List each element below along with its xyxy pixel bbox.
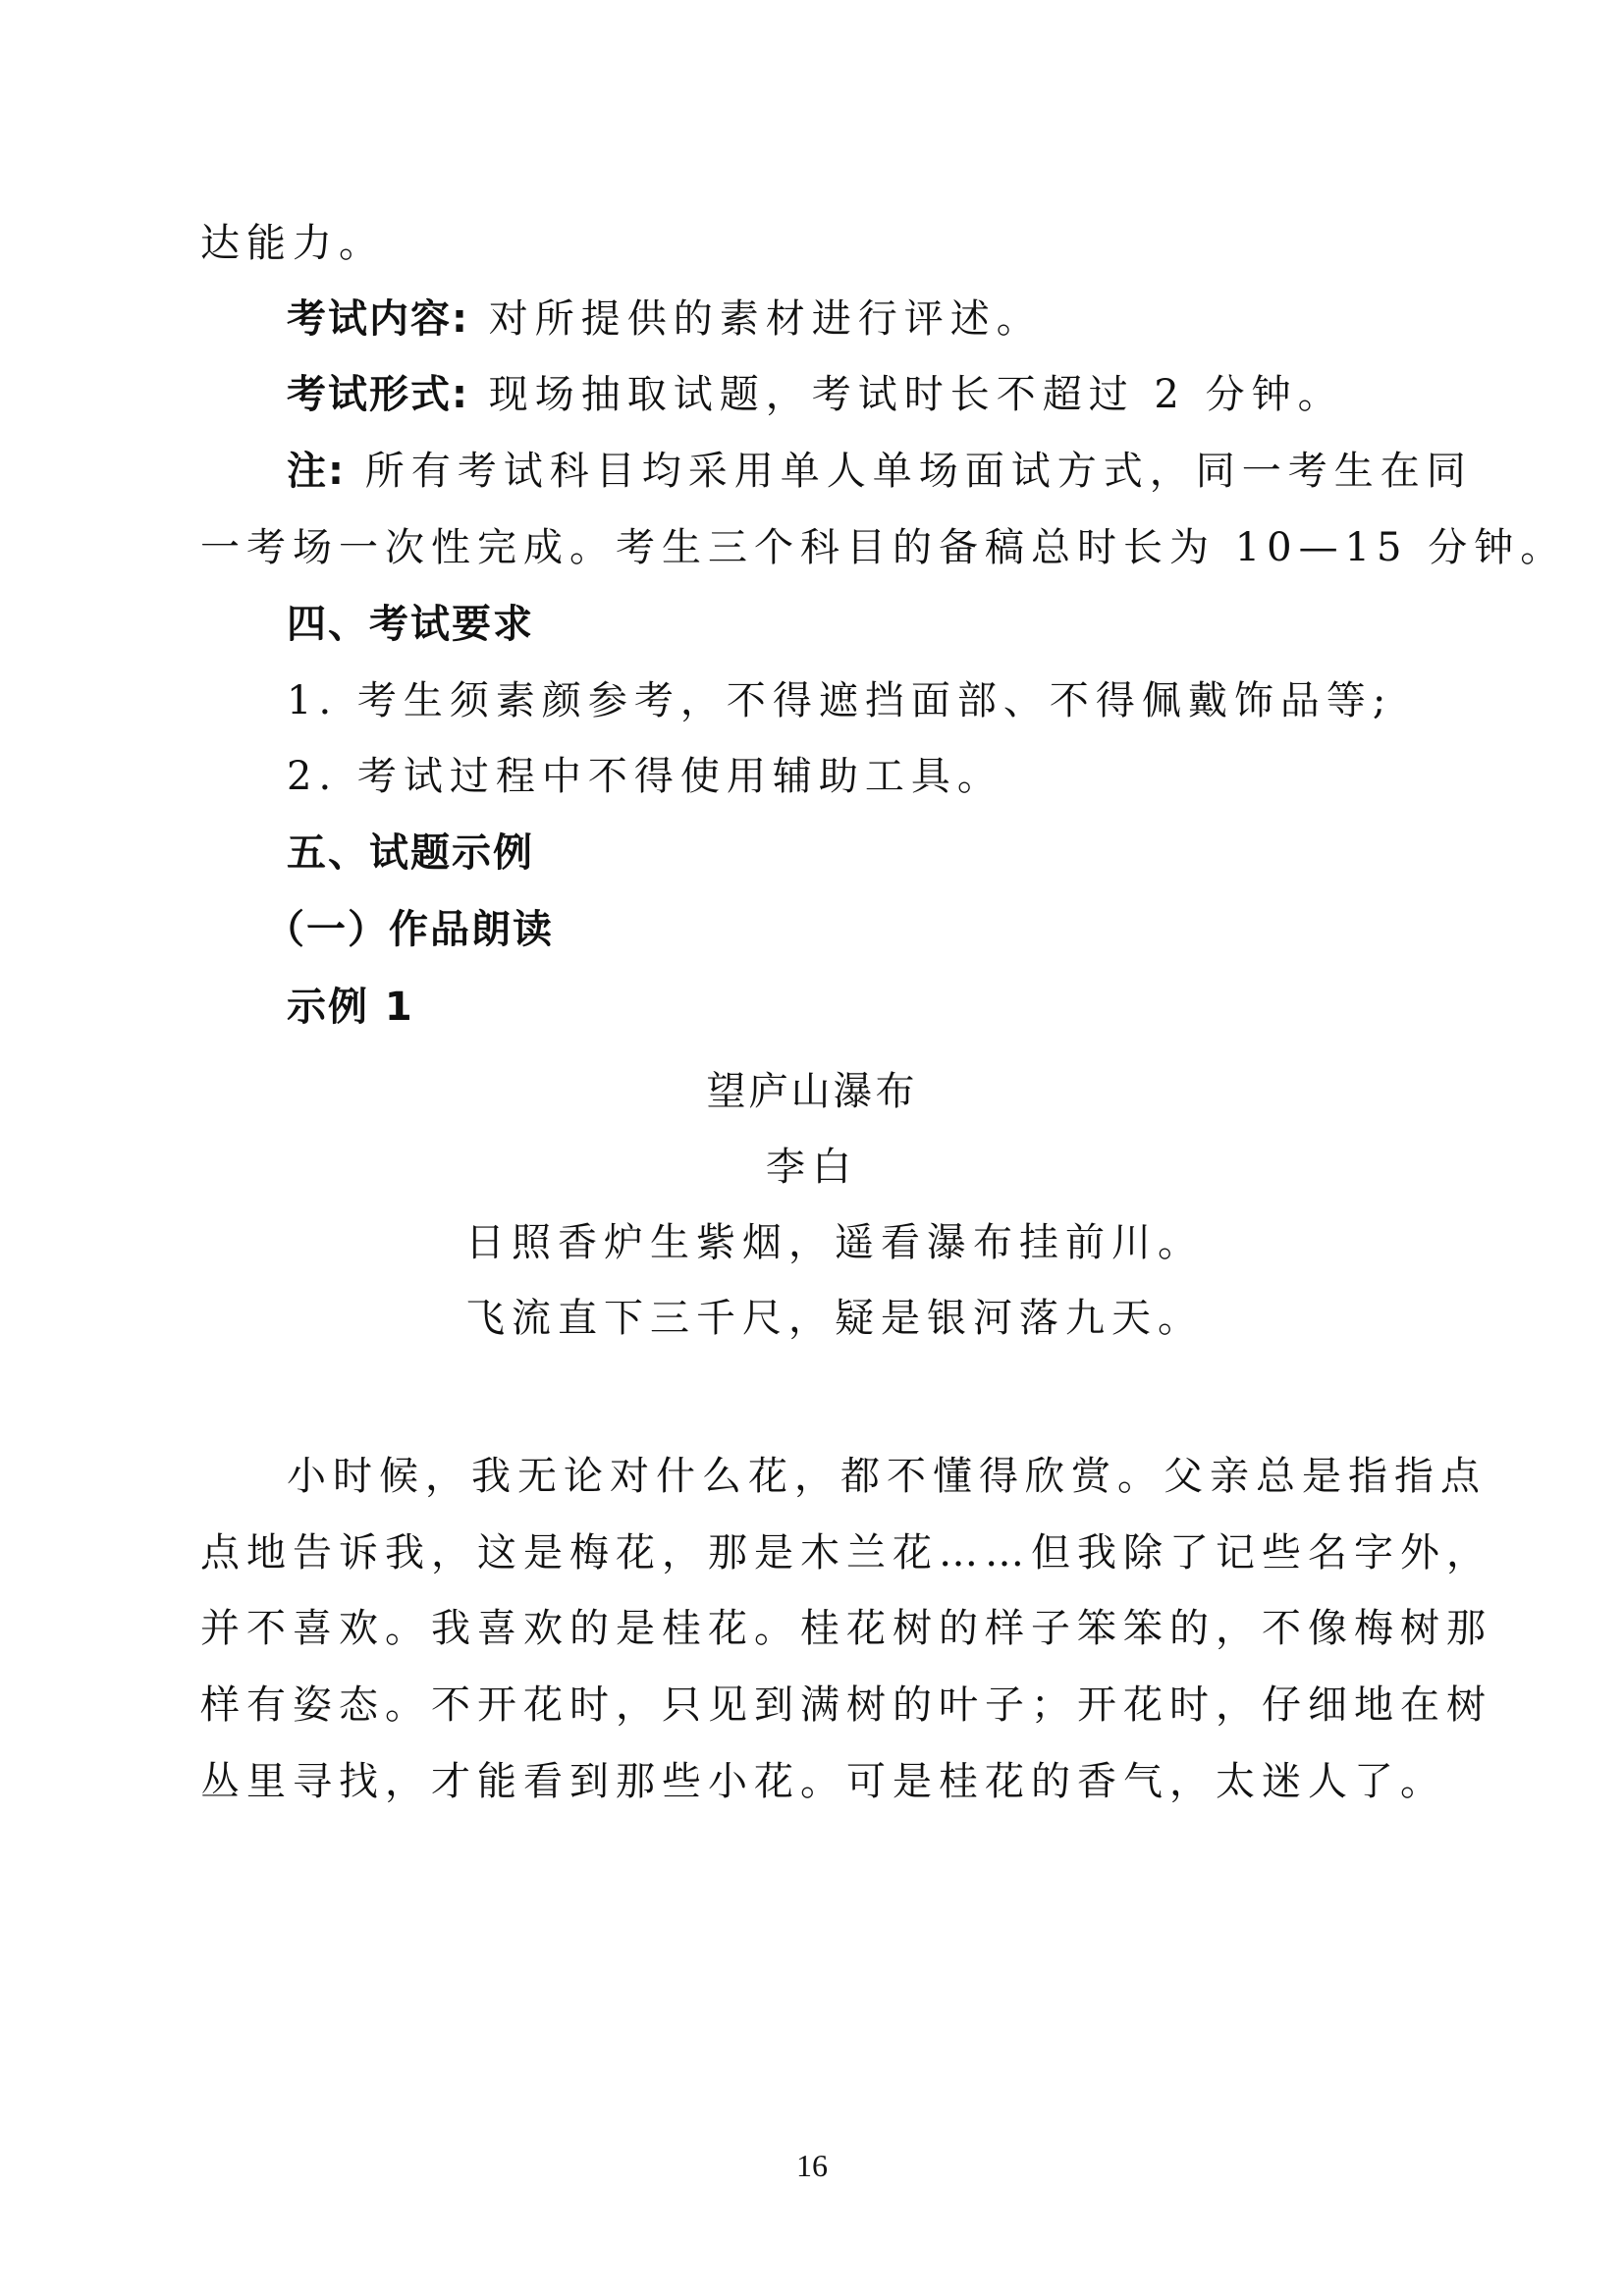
example-label: 示例 1 <box>287 985 414 1030</box>
exam-form-line <box>287 369 1524 420</box>
requirement-item-2: 2. 考试过程中不得使用辅助工具。 <box>287 754 1003 799</box>
page-number: 16 <box>796 2148 828 2183</box>
exam-content-line <box>287 294 1524 345</box>
prose-line: 点地告诉我，这是梅花，那是木兰花……但我除了记些名字外， <box>200 1530 1492 1575</box>
poem-line-1: 日照香炉生紫烟，遥看瀑布挂前川。 <box>465 1220 1204 1265</box>
exam-content-label: 考试内容: <box>287 296 469 342</box>
note-text: 所有考试科目均采用单人单场面试方式，同一考生在同 <box>346 449 1473 494</box>
prose-line: 并不喜欢。我喜欢的是桂花。桂花树的样子笨笨的，不像梅树那 <box>200 1606 1492 1651</box>
poem-author: 李白 <box>766 1145 858 1190</box>
note-label: 注: <box>287 449 346 494</box>
exam-content-text: 对所提供的素材进行评述。 <box>469 296 1043 342</box>
note-continuation: 一考场一次性完成。考生三个科目的备稿总时长为 10—15 分钟。 <box>200 525 1567 570</box>
poem-line-2: 飞流直下三千尺，疑是银河落九天。 <box>465 1296 1204 1341</box>
exam-form-label: 考试形式: <box>287 372 469 417</box>
paragraph-continuation: 达能力。 <box>200 221 385 266</box>
requirement-item-1: 1. 考生须素颜参考，不得遮挡面部、不得佩戴饰品等; <box>287 678 1393 723</box>
note-line <box>287 446 1524 497</box>
section-heading-examples: 五、试题示例 <box>287 830 534 876</box>
prose-line: 小时候，我无论对什么花，都不懂得欣赏。父亲总是指指点 <box>287 1454 1487 1499</box>
prose-line: 丛里寻找，才能看到那些小花。可是桂花的香气，太迷人了。 <box>200 1759 1446 1804</box>
exam-form-text: 现场抽取试题，考试时长不超过 2 分钟。 <box>469 372 1344 417</box>
subsection-heading-reading: （一）作品朗读 <box>265 907 554 952</box>
prose-line: 样有姿态。不开花时，只见到满树的叶子；开花时，仔细地在树 <box>200 1682 1492 1728</box>
section-heading-requirements: 四、考试要求 <box>287 602 534 647</box>
poem-title: 望庐山瀑布 <box>706 1069 918 1114</box>
